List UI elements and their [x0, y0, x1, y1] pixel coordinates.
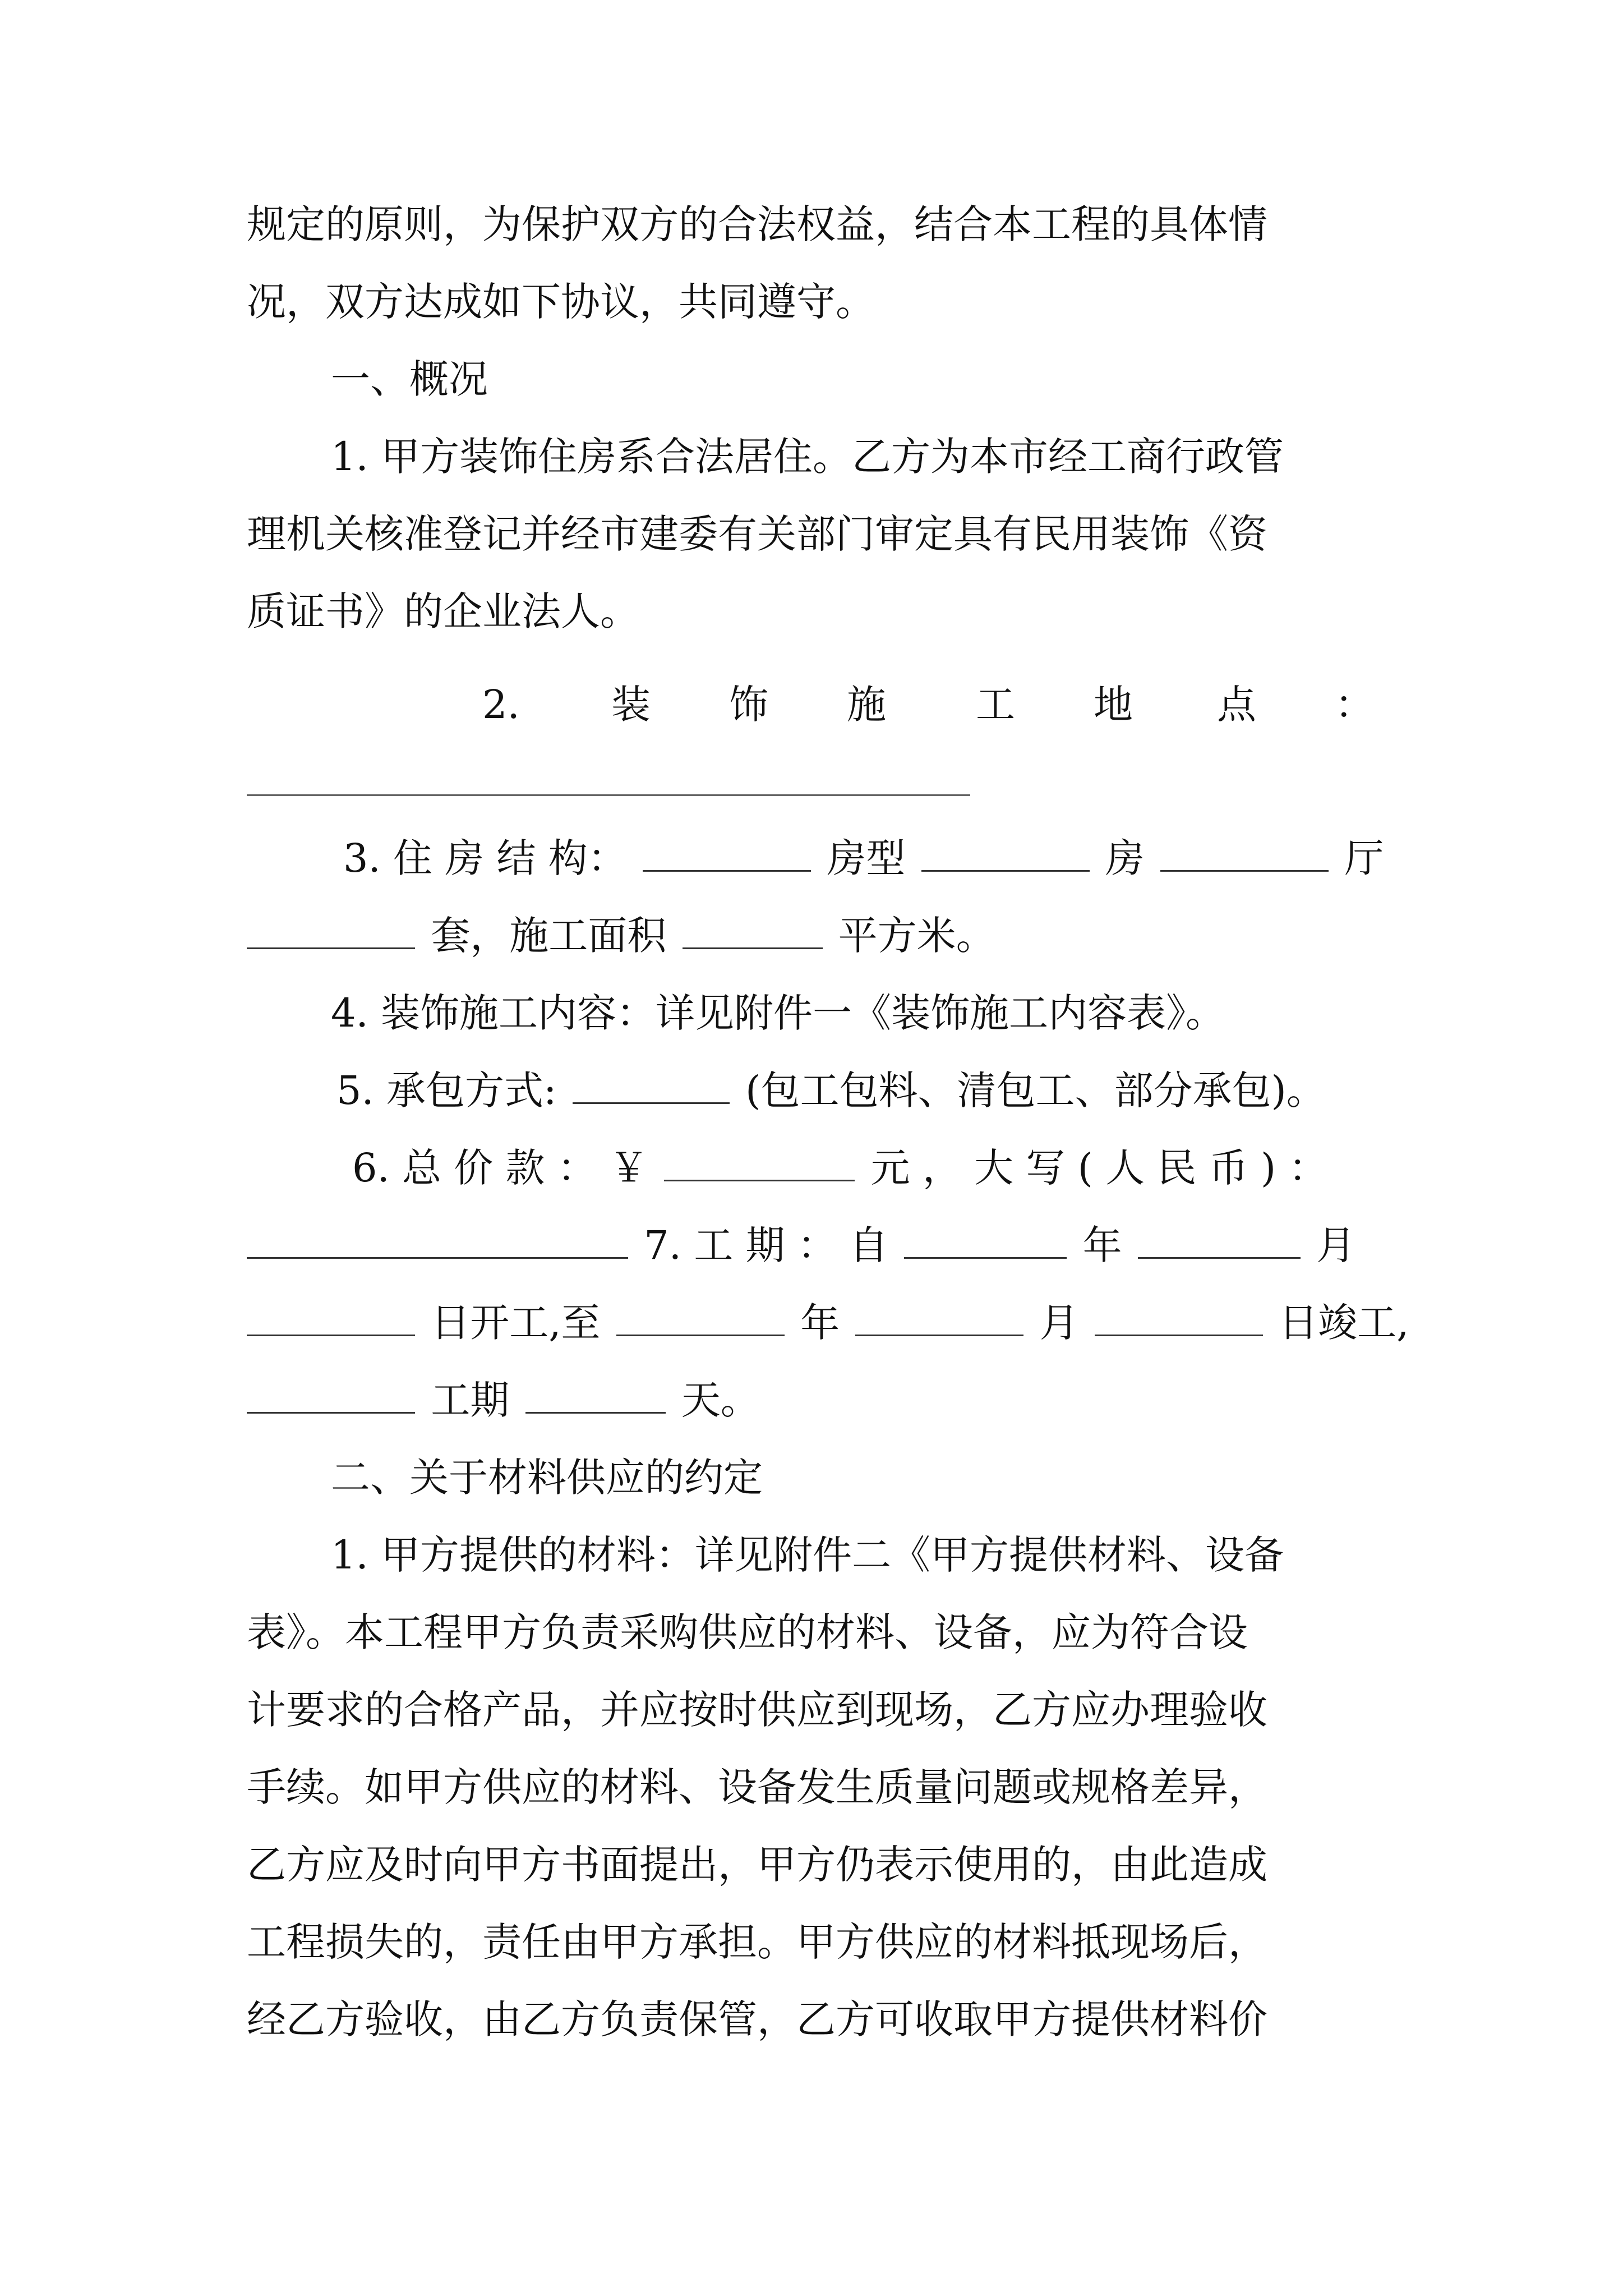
item-6-line: [352, 1141, 1391, 1195]
paragraph-line: 工程损失的，责任由甲方承担。甲方供应的材料抵现场后，: [247, 1919, 1267, 1965]
paragraph-line: 1. 甲方提供的材料：详见附件二《甲方提供材料、设备: [331, 1532, 1284, 1578]
paragraph-line: 手续。如甲方供应的材料、设备发生质量问题或规格差异，: [247, 1764, 1267, 1810]
item-7-label: 月: [1316, 1222, 1356, 1268]
item-3-label: 平方米。: [838, 913, 995, 959]
section-heading: 一、概况: [331, 356, 488, 402]
item-7-label: 天。: [681, 1377, 760, 1423]
item-7-label: 7. 工 期 ： 自: [644, 1222, 889, 1268]
item-2-char: 施: [847, 682, 886, 728]
blank-line: [525, 1376, 666, 1414]
item-7-line: [247, 1218, 1391, 1272]
blank-line: [247, 1221, 628, 1259]
item-7-line: [247, 1373, 1391, 1427]
blank-line: [1138, 1221, 1301, 1259]
blank-line: [683, 912, 823, 949]
item-7-label: 日竣工,: [1279, 1300, 1409, 1346]
blank-line: [247, 1376, 415, 1414]
address-fill-line: [247, 794, 970, 796]
item-3-label: 3. 住 房 结 构：: [343, 835, 627, 881]
item-3-label: 房: [1105, 835, 1145, 881]
item-2-char: 工: [976, 682, 1015, 728]
item-6-label: 6. 总 价 款 ： ￥: [352, 1145, 649, 1191]
item-7-label: 年: [800, 1300, 840, 1346]
item-3-label: 套，施工面积: [431, 913, 667, 959]
item-7-label: 工期: [431, 1377, 510, 1423]
blank-line: [664, 1144, 855, 1181]
item-5-label: (包工包料、清包工、部分承包)。: [745, 1068, 1326, 1114]
blank-line: [247, 912, 415, 949]
item-2-char: 2.: [482, 682, 520, 728]
paragraph-line: 理机关核准登记并经市建委有关部门审定具有民用装饰《资: [247, 511, 1267, 557]
paragraph-line: 乙方应及时向甲方书面提出，甲方仍表示使用的，由此造成: [247, 1842, 1267, 1888]
item-5-line: [336, 1064, 1391, 1117]
item-7-line: [247, 1296, 1409, 1350]
blank-line: [855, 1299, 1023, 1336]
item-7-label: 年: [1082, 1222, 1122, 1268]
item-7-label: 月: [1039, 1300, 1079, 1346]
item-4-line: 4. 装饰施工内容：详见附件一《装饰施工内容表》。: [331, 990, 1225, 1036]
blank-line: [921, 834, 1090, 872]
item-2-char: ：: [1335, 682, 1374, 728]
blank-line: [1160, 834, 1329, 872]
item-2-line: [247, 678, 1391, 731]
item-3-label: 房型: [827, 835, 906, 881]
blank-line: [904, 1221, 1067, 1259]
item-3-line: [247, 909, 1391, 963]
item-7-label: 日开工,至: [431, 1300, 601, 1346]
item-3-label: 厅: [1344, 835, 1384, 881]
item-2-char: 地: [1094, 682, 1133, 728]
item-2-char: 饰: [729, 682, 768, 728]
blank-line: [247, 1299, 415, 1336]
item-5-label: 5. 承包方式:: [336, 1068, 557, 1114]
item-6-label: 元 ， 大 写 ( 人 民 币 ) ：: [870, 1145, 1328, 1191]
paragraph-line: 质证书》的企业法人。: [247, 588, 639, 634]
paragraph-line: 计要求的合格产品，并应按时供应到现场，乙方应办理验收: [247, 1687, 1267, 1733]
blank-line: [643, 834, 811, 872]
blank-line: [573, 1066, 730, 1104]
item-2-char: 点: [1217, 682, 1256, 728]
blank-line: [616, 1299, 785, 1336]
paragraph-line: 1. 甲方装饰住房系合法居住。乙方为本市经工商行政管: [331, 434, 1284, 480]
section-heading: 二、关于材料供应的约定: [331, 1455, 763, 1501]
blank-line: [1095, 1299, 1263, 1336]
item-2-char: 装: [611, 682, 651, 728]
paragraph-line: 况，双方达成如下协议，共同遵守。: [247, 279, 875, 325]
item-3-line: [343, 831, 1392, 885]
paragraph-line: 表》。本工程甲方负责采购供应的材料、设备，应为符合设: [247, 1609, 1248, 1655]
paragraph-line: 经乙方验收，由乙方负责保管，乙方可收取甲方提供材料价: [247, 1996, 1267, 2042]
paragraph-line: 规定的原则，为保护双方的合法权益，结合本工程的具体情: [247, 201, 1267, 247]
